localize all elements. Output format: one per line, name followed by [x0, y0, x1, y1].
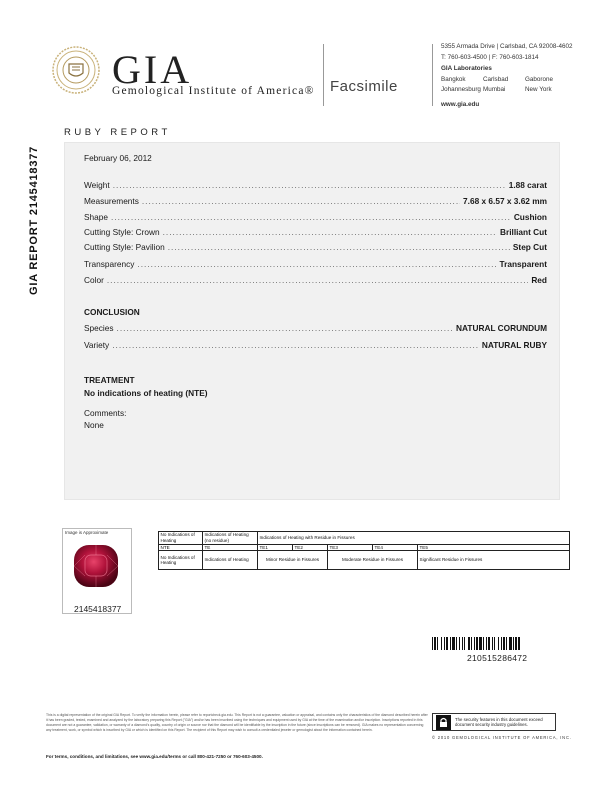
gia-seal-logo [52, 46, 100, 94]
facsimile-label: Facsimile [330, 78, 398, 95]
barcode-bar [483, 637, 484, 650]
barcode-bar [444, 637, 445, 650]
property-row-crown [84, 227, 547, 239]
property-value: Cushion [513, 212, 547, 222]
barcode-number: 210515286472 [467, 653, 528, 663]
barcode-bar [518, 637, 520, 650]
property-row-shape [84, 212, 547, 224]
report-title: RUBY REPORT [64, 127, 171, 138]
conclusion-heading: CONCLUSION [84, 307, 140, 317]
barcode-bar [501, 637, 502, 650]
species-label: Species [84, 323, 114, 333]
species-value: NATURAL CORUNDUM [456, 323, 547, 333]
treatment-heading: TREATMENT [84, 375, 135, 385]
table-cell: No Indications of Heating [159, 551, 203, 570]
property-label: Cutting Style: Pavilion [84, 242, 165, 252]
table-cell: Indications of Heating [203, 551, 258, 570]
contact-block [441, 42, 573, 110]
leader-dots [163, 227, 497, 237]
table-cell: No Indications of Heating [159, 532, 203, 545]
ruby-stone-image [70, 540, 122, 592]
table-cell: TE [203, 544, 258, 551]
property-row-transparency [84, 259, 547, 271]
disclaimer-text: This is a digital representation of the original GIA Report. To verify the information herein, please refer to reportcheck.gia.edu. This Report is not a guarantee, valuation or appraisal, and contains only the characteristics of the diamond described herein after it has been graded, tested, examined and analyzed by the laboratory preparing this Report ("GIA") and/or has been inscribed using the techniques and equipment used by GIA at the time of the examination and/or inscription. Inscriptions reported in this document are not a guarantee, validation, or warranty of a diamond's quality, country of origin or source nor that the diamond will be identifiable by the inscription in the future (since inscriptions can be removed). GIA makes no representation concerning any treatment, work, or symbol which is inscribed by GIA or which is identified on this Report. The recipient of this Report may wish to consult a credentialed jeweler or gemologist about the information contained herein. [46, 713, 428, 733]
barcode-bar [515, 637, 517, 650]
lab-city: Gaborone [525, 75, 554, 83]
labs-title: GIA Laboratories [441, 65, 492, 72]
barcode-bar [486, 637, 487, 650]
table-cell: Minor Residue in Fissures [258, 551, 328, 570]
barcode-bar [476, 637, 478, 650]
gia-wordmark: GIA [112, 47, 193, 92]
barcode-bar [494, 637, 495, 650]
address: 5355 Armada Drive | Carlsbad, CA 92008-4602 [441, 43, 573, 50]
copyright: © 2010 GEMOLOGICAL INSTITUTE OF AMERICA, INC. [432, 735, 572, 740]
leader-dots [117, 323, 454, 333]
barcode-bar [498, 637, 499, 650]
table-cell: TE2 [293, 544, 328, 551]
barcode-bar [456, 637, 457, 650]
property-row-color [84, 275, 547, 287]
barcode-bar [437, 637, 438, 650]
barcode-bar [459, 637, 460, 650]
leader-dots [113, 180, 506, 190]
barcode-bar [503, 637, 505, 650]
property-row-measurements [84, 196, 547, 208]
property-value: Transparent [499, 259, 547, 269]
barcode-bar [441, 637, 442, 650]
barcode-bar [488, 637, 490, 650]
lab-cities [441, 75, 573, 96]
property-value: Brilliant Cut [499, 227, 547, 237]
header-divider-left [323, 44, 324, 106]
report-date: February 06, 2012 [84, 153, 152, 163]
lab-city: New York [525, 86, 552, 93]
terms-text: For terms, conditions, and limitations, see www.gia.edu/terms or call 800-421-7250 or 760-603-4500. [46, 754, 263, 759]
leader-dots [137, 259, 496, 269]
table-cell: Significant Residue in Fissures [418, 551, 570, 570]
barcode-bar [513, 637, 514, 650]
table-cell: Moderate Residue in Fissures [328, 551, 418, 570]
barcode-bar [468, 637, 470, 650]
phone-fax: T: 760-603-4500 | F: 760-603-1814 [441, 53, 539, 61]
property-label: Color [84, 275, 104, 285]
barcode-bar [471, 637, 472, 650]
species-row [84, 323, 547, 335]
security-text: The security features in this document exceed document security industry guidelines. [455, 716, 543, 727]
barcode-bar [506, 637, 507, 650]
barcode-bar [452, 637, 455, 650]
leader-dots [112, 340, 479, 350]
table-row [159, 532, 570, 545]
property-row-weight [84, 180, 547, 192]
property-value: Step Cut [512, 242, 547, 252]
property-label: Measurements [84, 196, 139, 206]
website-link[interactable]: www.gia.edu [441, 100, 480, 108]
lab-city: Carlsbad [483, 75, 509, 83]
image-caption: Image is Approximate [65, 530, 109, 535]
lock-icon [436, 715, 451, 730]
barcode-bar [464, 637, 465, 650]
property-row-pavilion [84, 242, 547, 254]
table-row [159, 544, 570, 551]
table-cell: NTE [159, 544, 203, 551]
barcode-bar [492, 637, 493, 650]
treatment-finding: No indications of heating (NTE) [84, 388, 208, 398]
leader-dots [168, 242, 510, 252]
leader-dots [107, 275, 528, 285]
comments-value: None [84, 420, 104, 430]
lab-city: Johannesburg [441, 86, 481, 93]
barcode-bar [479, 637, 482, 650]
table-cell: TE3 [328, 544, 373, 551]
leader-dots [142, 196, 460, 206]
property-label: Transparency [84, 259, 135, 269]
barcode-bar [474, 637, 475, 650]
table-row [159, 551, 570, 570]
security-notice [432, 713, 556, 731]
barcode-bar [434, 637, 436, 650]
gia-fullname: Gemological Institute of America® [112, 85, 315, 97]
barcode-bar [509, 637, 512, 650]
variety-label: Variety [84, 340, 110, 350]
property-label: Weight [84, 180, 110, 190]
barcode-bar [462, 637, 463, 650]
variety-row [84, 340, 547, 352]
property-value: 7.68 x 6.57 x 3.62 mm [463, 196, 547, 206]
table-cell: TE4 [373, 544, 418, 551]
header-divider-right [432, 44, 433, 106]
comments-label: Comments: [84, 408, 127, 418]
barcode-bar [450, 637, 451, 650]
barcode-bar [446, 637, 448, 650]
treatment-key-table [158, 531, 570, 570]
lab-city: Mumbai [483, 86, 506, 93]
variety-value: NATURAL RUBY [481, 340, 547, 350]
leader-dots [111, 212, 511, 222]
side-report-number: GIA REPORT 2145418377 [28, 145, 40, 295]
property-label: Cutting Style: Crown [84, 227, 160, 237]
image-report-number: 2145418377 [74, 604, 122, 614]
lab-city: Bangkok [441, 75, 466, 83]
barcode-bar [432, 637, 433, 650]
property-label: Shape [84, 212, 108, 222]
barcode [432, 637, 560, 650]
table-cell: Indications of Heating with Residue in Fissures [258, 532, 570, 545]
table-cell: Indications of Heating (no residue) [203, 532, 258, 545]
property-value: Red [531, 275, 547, 285]
table-cell: TE5 [418, 544, 570, 551]
property-value: 1.88 carat [508, 180, 547, 190]
table-cell: TE1 [258, 544, 293, 551]
